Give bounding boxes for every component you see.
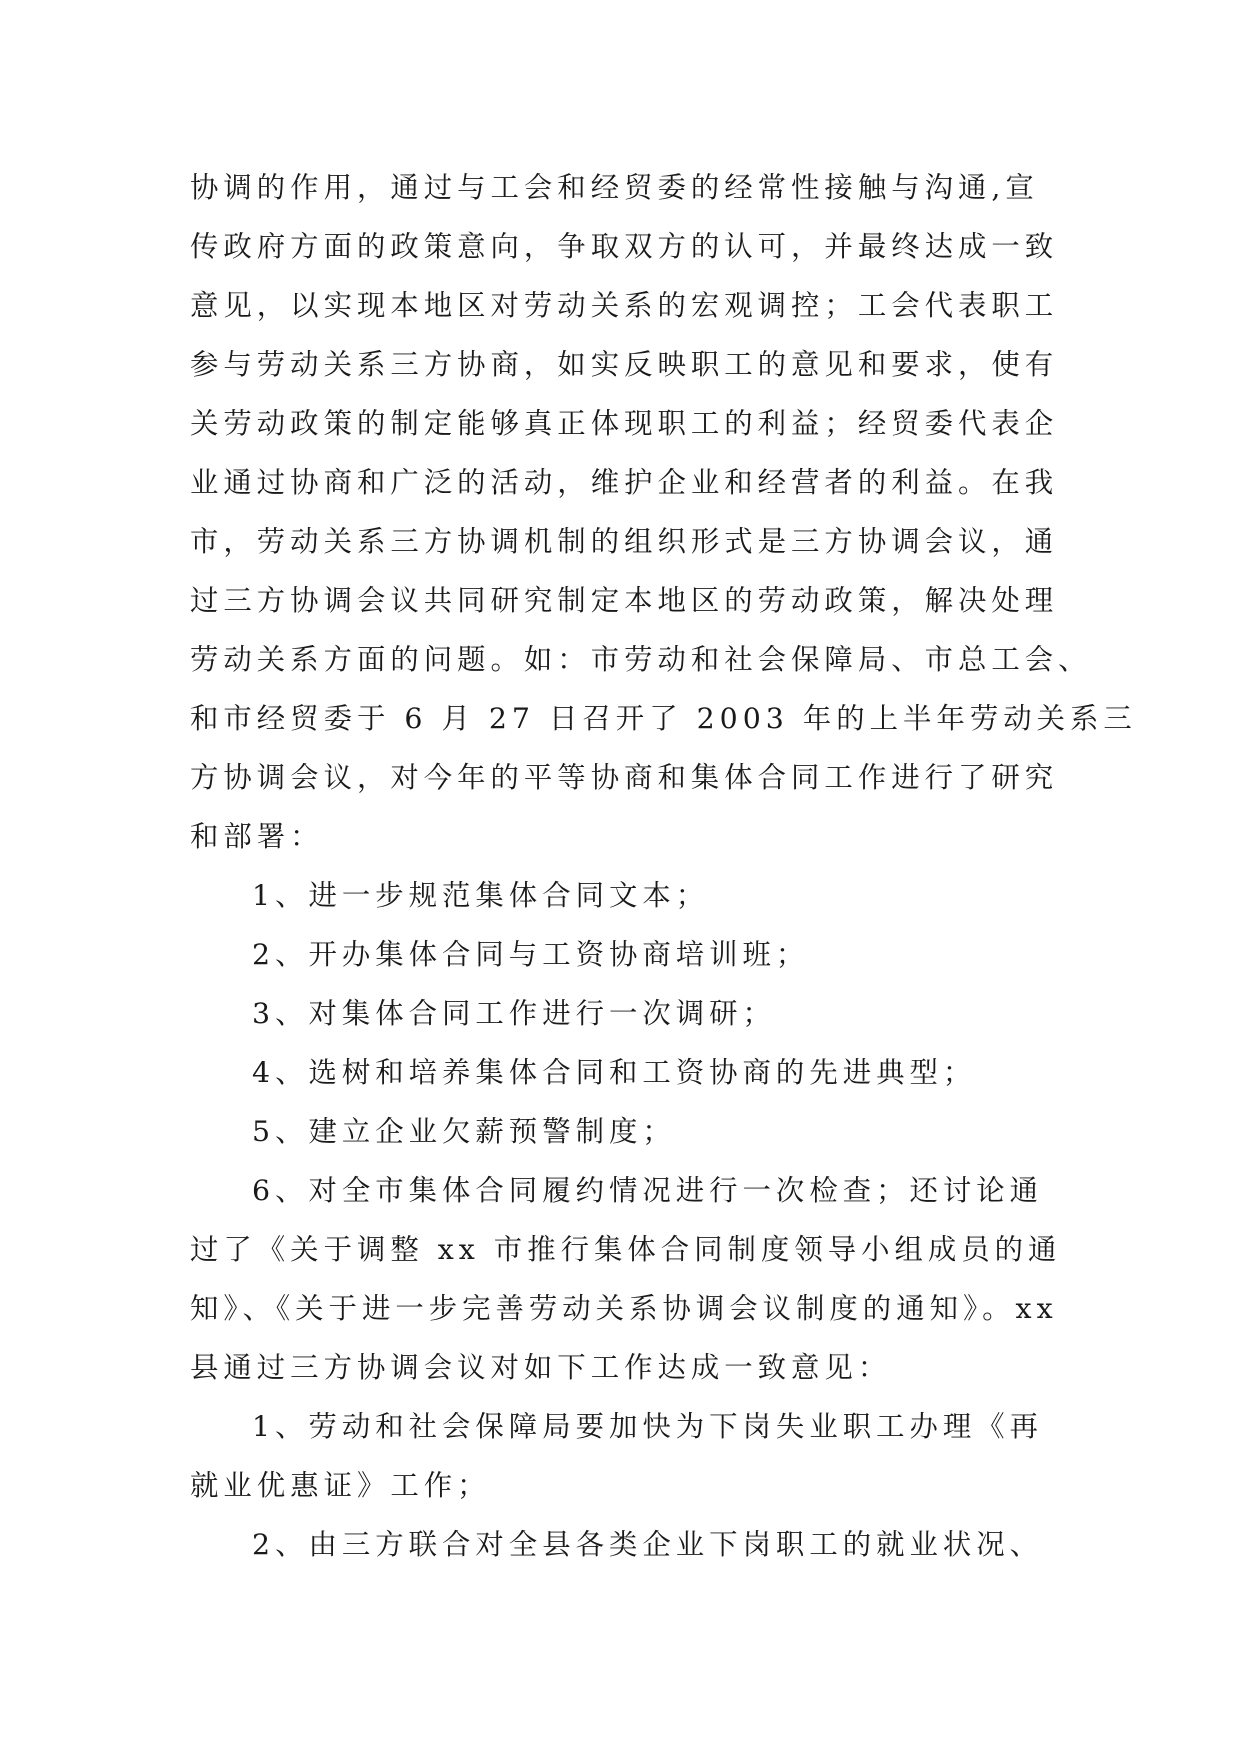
list-item: 4、选树和培养集体合同和工资协商的先进典型； (252, 1056, 977, 1089)
text-line: 和市经贸委于 6 月 27 日召开了 2003 年的上半年劳动关系三 (190, 702, 1137, 735)
list-item: 2、开办集体合同与工资协商培训班； (252, 938, 810, 971)
text-line: 传政府方面的政策意向，争取双方的认可，并最终达成一致 (190, 230, 1059, 263)
list-item: 1、进一步规范集体合同文本； (252, 879, 710, 912)
text-line: 过了《关于调整 xx 市推行集体合同制度领导小组成员的通 (190, 1233, 1062, 1266)
text-line: 意见，以实现本地区对劳动关系的宏观调控；工会代表职工 (190, 289, 1059, 322)
text-line: 就业优惠证》工作； (190, 1469, 491, 1502)
text-line: 参与劳动关系三方协商，如实反映职工的意见和要求，使有 (190, 348, 1059, 381)
text-line: 县通过三方协调会议对如下工作达成一致意见： (190, 1351, 892, 1384)
list-item: 3、对集体合同工作进行一次调研； (252, 997, 776, 1030)
text-line: 知》、《关于进一步完善劳动关系协调会议制度的通知》。xx (190, 1292, 1058, 1325)
text-line: 和部署： (190, 820, 324, 853)
list-item: 1、劳动和社会保障局要加快为下岗失业职工办理《再 (252, 1410, 1044, 1443)
list-item: 6、对全市集体合同履约情况进行一次检查；还讨论通 (252, 1174, 1044, 1207)
text-line: 过三方协调会议共同研究制定本地区的劳动政策，解决处理 (190, 584, 1059, 617)
document-body (190, 158, 1137, 1574)
list-item: 5、建立企业欠薪预警制度； (252, 1115, 676, 1148)
text-line: 关劳动政策的制定能够真正体现职工的利益；经贸委代表企 (190, 407, 1059, 440)
text-line: 方协调会议，对今年的平等协商和集体合同工作进行了研究 (190, 761, 1059, 794)
text-line: 市，劳动关系三方协调机制的组织形式是三方协调会议，通 (190, 525, 1059, 558)
text-line: 劳动关系方面的问题。如：市劳动和社会保障局、市总工会、 (190, 643, 1092, 676)
text-line: 协调的作用，通过与工会和经贸委的经常性接触与沟通,宣 (190, 171, 1039, 204)
list-item: 2、由三方联合对全县各类企业下岗职工的就业状况、 (252, 1528, 1044, 1561)
text-line: 业通过协商和广泛的活动，维护企业和经营者的利益。在我 (190, 466, 1059, 499)
